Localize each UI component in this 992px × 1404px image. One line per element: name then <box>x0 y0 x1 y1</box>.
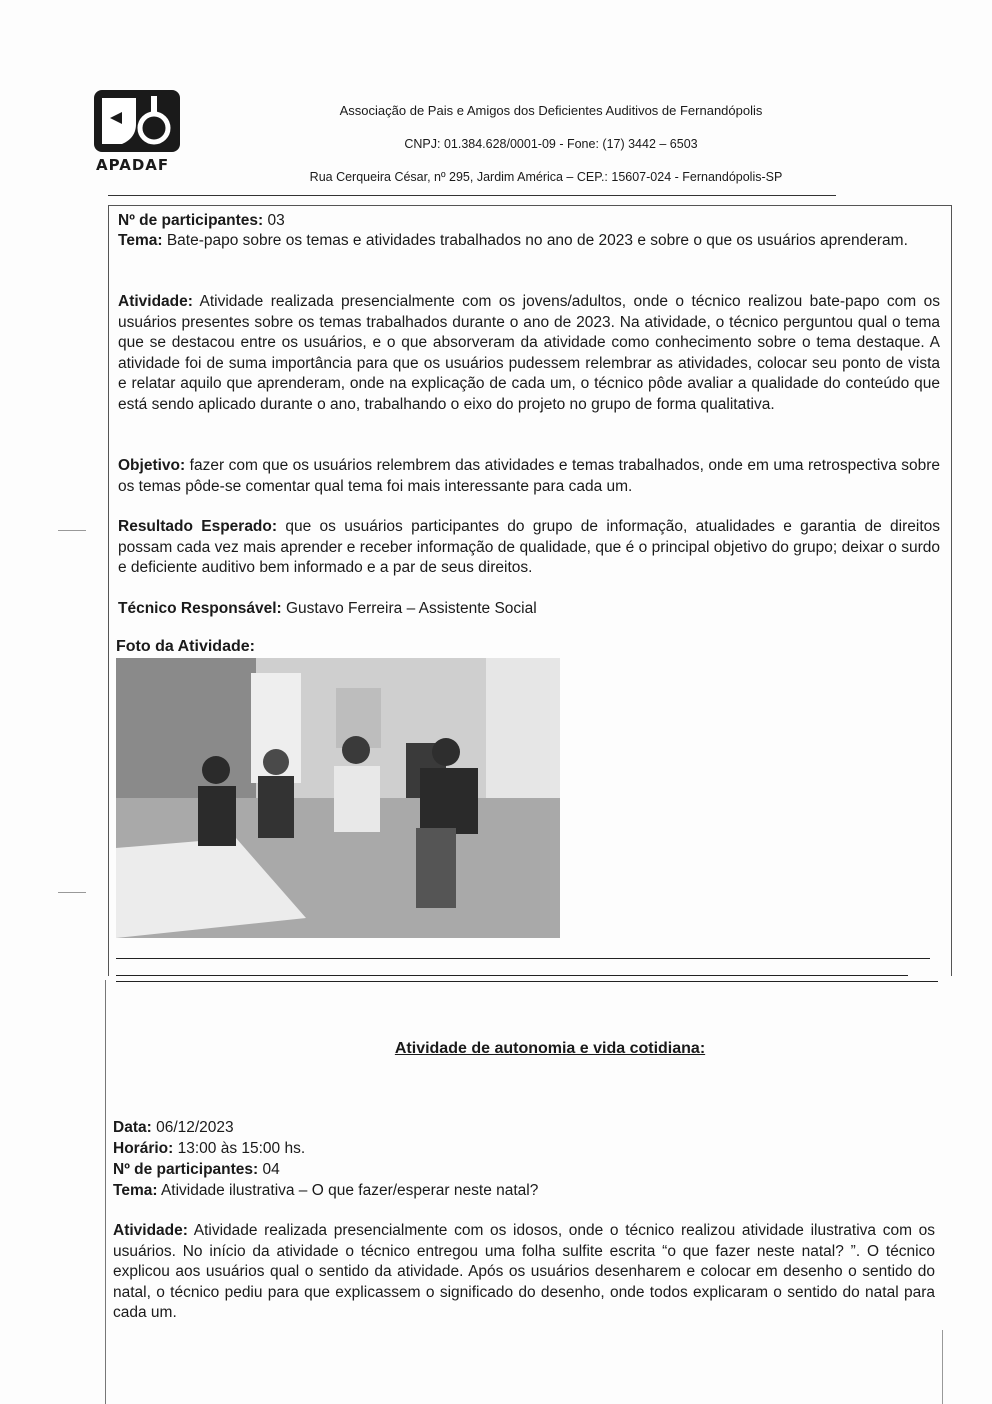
atividade-value: Atividade realizada presencialmente com os jovens/adultos, onde o técnico realizou bate-papo com os usuários presentes sobre os temas trabalhados durante o ano de 2023. Na atividade, o técnico perguntou qual o tema que se destacou entre os usuários, e o que absorveram da atividade como conhecimento sobre o tema destaque. A atividade foi de suma importância para que os usuários pudessem relembrar as atividades, colocar seu ponto de vista e relatar aquilo que aprenderam, onde na explicação de cada um, o técnico pôde avaliar a qualidade do conteúdo que está sendo aplicado durante o ano, trabalhando o eixo do projeto no grupo de forma qualitativa. <box>118 293 940 413</box>
logo-emblem-icon <box>92 88 182 154</box>
logo-text: APADAF <box>96 156 170 174</box>
horario-block <box>113 1139 935 1160</box>
tema-value: Bate-papo sobre os temas e atividades trabalhados no ano de 2023 e sobre o que os usuários aprenderam. <box>162 232 908 249</box>
tema2-block <box>113 1181 935 1202</box>
data-label: Data: <box>113 1119 152 1136</box>
horario-label: Horário: <box>113 1140 174 1157</box>
divider-line <box>116 958 930 959</box>
content-frame-right-edge <box>942 1330 943 1404</box>
data-block <box>113 1118 935 1139</box>
header-address: Rua Cerqueira César, nº 295, Jardim América – CEP.: 15607-024 - Fernandópolis-SP <box>309 170 783 184</box>
resultado-label: Resultado Esperado: <box>118 518 278 535</box>
atividade2-label: Atividade: <box>113 1222 188 1239</box>
divider-line <box>116 981 938 982</box>
tema-label: Tema: <box>118 232 163 249</box>
tema-block <box>118 231 940 252</box>
resultado-block <box>118 517 940 579</box>
header-divider <box>108 195 836 196</box>
tema2-label: Tema: <box>113 1182 158 1199</box>
participants-block <box>118 211 940 232</box>
apadaf-logo <box>92 88 184 174</box>
section-title-autonomia: Atividade de autonomia e vida cotidiana: <box>394 1040 706 1057</box>
horario-value: 13:00 às 15:00 hs. <box>173 1140 306 1157</box>
tecnico-block <box>118 599 940 620</box>
header-cnpj-phone: CNPJ: 01.384.628/0001-09 - Fone: (17) 3442 – 6503 <box>404 137 698 151</box>
participants-value: 03 <box>263 212 285 229</box>
objetivo-block <box>118 456 940 497</box>
tema2-value: Atividade ilustrativa – O que fazer/esperar neste natal? <box>157 1182 539 1199</box>
tecnico-label: Técnico Responsável: <box>118 600 282 617</box>
data-value: 06/12/2023 <box>151 1119 234 1136</box>
activity-photo <box>116 658 560 938</box>
punch-mark <box>58 530 86 531</box>
foto-label: Foto da Atividade: <box>116 638 255 655</box>
participants2-block <box>113 1160 935 1181</box>
atividade-block <box>118 292 940 415</box>
participants2-value: 04 <box>258 1161 280 1178</box>
atividade2-block <box>113 1221 935 1324</box>
punch-mark <box>58 892 86 893</box>
atividade-label: Atividade: <box>118 293 193 310</box>
tecnico-value: Gustavo Ferreira – Assistente Social <box>281 600 537 617</box>
divider-line <box>116 975 908 976</box>
participants2-label: Nº de participantes: <box>113 1161 259 1178</box>
objetivo-value: fazer com que os usuários relembrem das atividades e temas trabalhados, onde em uma retrospectiva sobre os temas pôde-se comentar qual tema foi mais interessante para cada um. <box>118 457 940 495</box>
objetivo-label: Objetivo: <box>118 457 186 474</box>
atividade2-value: Atividade realizada presencialmente com os idosos, onde o técnico realizou atividade ilustrativa com os usuários. No início da atividade o técnico entregou uma folha sulfite escrita “o que fazer neste natal? ”. O técnico explicou aos usuários qual o sentido da atividade. Após os usuários desenharem e colocar em desenho o sentido do natal, o técnico pediu para que explicassem o significado do desenho, onde todos explicaram o sentido do natal para cada um. <box>113 1222 935 1321</box>
header-org-name: Associação de Pais e Amigos dos Deficientes Auditivos de Fernandópolis <box>339 103 763 118</box>
participants-label: Nº de participantes: <box>118 212 264 229</box>
resultado-value: que os usuários participantes do grupo de informação, atualidades e garantia de direitos possam cada vez mais aprender e receber informação de qualidade, que é o principal objetivo do grupo; deixar o surdo e deficiente auditivo bem informado e a par de seus direitos. <box>118 518 941 576</box>
